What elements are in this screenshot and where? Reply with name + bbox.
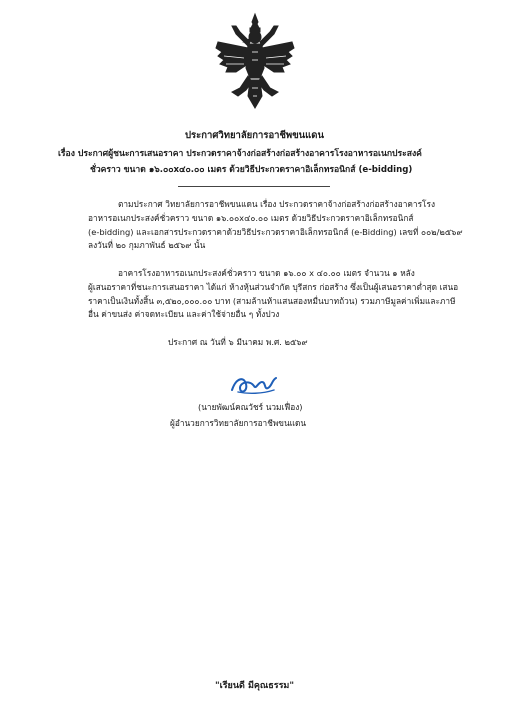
- paragraph-line: ราคาเป็นเงินทั้งสิ้น ๓,๕๒๐,๐๐๐.๐๐ บาท (สามล้านห้าแสนสองหมื่นบาทถ้วน) รวมภาษีมูลค่าเพิ่มและภาษี: [88, 295, 456, 306]
- announcement-date: ประกาศ ณ วันที่ ๖ มีนาคม พ.ศ. ๒๕๖๙: [168, 337, 308, 347]
- paragraph-award: [88, 267, 459, 322]
- paragraph-line: (e-bidding) และเอกสารประกวดราคาด้วยวิธีประกวดราคาอิเล็กทรอนิกส์ (e-Bidding) เลขที่ ๐๐๒/๒๕๖๙: [88, 226, 463, 237]
- subject-line: เรื่อง ประกาศผู้ชนะการเสนอราคา ประกวดราคาจ้างก่อสร้างก่อสร้างอาคารโรงอาหารอเนกประสงค์: [58, 149, 422, 159]
- announcement-issuer: ประกาศวิทยาลัยการอาชีพขนแดน: [185, 130, 324, 141]
- divider: [178, 186, 330, 187]
- paragraph-line: อื่น ค่าขนส่ง ค่าจดทะเบียน และค่าใช้จ่ายอื่น ๆ ทั้งปวง: [88, 309, 280, 320]
- paragraph-line: ตามประกาศ วิทยาลัยการอาชีพขนแดน เรื่อง ประกวดราคาจ้างก่อสร้างก่อสร้างอาคารโรง: [118, 199, 435, 209]
- signer-name: (นายพัฒน์คณวัชร์ นวมเฟื่อง): [198, 402, 303, 412]
- subject-heading: [58, 146, 458, 178]
- footer-motto: "เรียนดี มีคุณธรรม": [214, 681, 295, 691]
- signer-title: ผู้อำนวยการวิทยาลัยการอาชีพขนแดน: [170, 418, 307, 428]
- paragraph-line: อาหารอเนกประสงค์ชั่วคราว ขนาด ๑๖.๐๐x๔๐.๐๐ เมตร ด้วยวิธีประกวดราคาอิเล็กทรอนิกส์: [88, 212, 414, 223]
- paragraph-line: ลงวันที่ ๒๐ กุมภาพันธ์ ๒๕๖๙ นั้น: [88, 240, 206, 251]
- paragraph-line: ผู้เสนอราคาที่ชนะการเสนอราคา ได้แก่ ห้างหุ้นส่วนจำกัด บุรีสกร ก่อสร้าง ซึ่งเป็นผู้เสนอราคาต่ำสุด เสนอ: [88, 281, 459, 292]
- subject-line: ชั่วคราว ขนาด ๑๖.๐๐x๔๐.๐๐ เมตร ด้วยวิธีประกวดราคาอิเล็กทรอนิกส์ (e-bidding): [90, 165, 413, 175]
- signature-icon: [228, 372, 280, 398]
- paragraph-reference: [88, 198, 463, 253]
- paragraph-line: อาคารโรงอาหารอเนกประสงค์ชั่วคราว ขนาด ๑๖.๐๐ x ๔๐.๐๐ เมตร จำนวน ๑ หลัง: [118, 268, 415, 278]
- garuda-emblem-icon: [214, 12, 296, 112]
